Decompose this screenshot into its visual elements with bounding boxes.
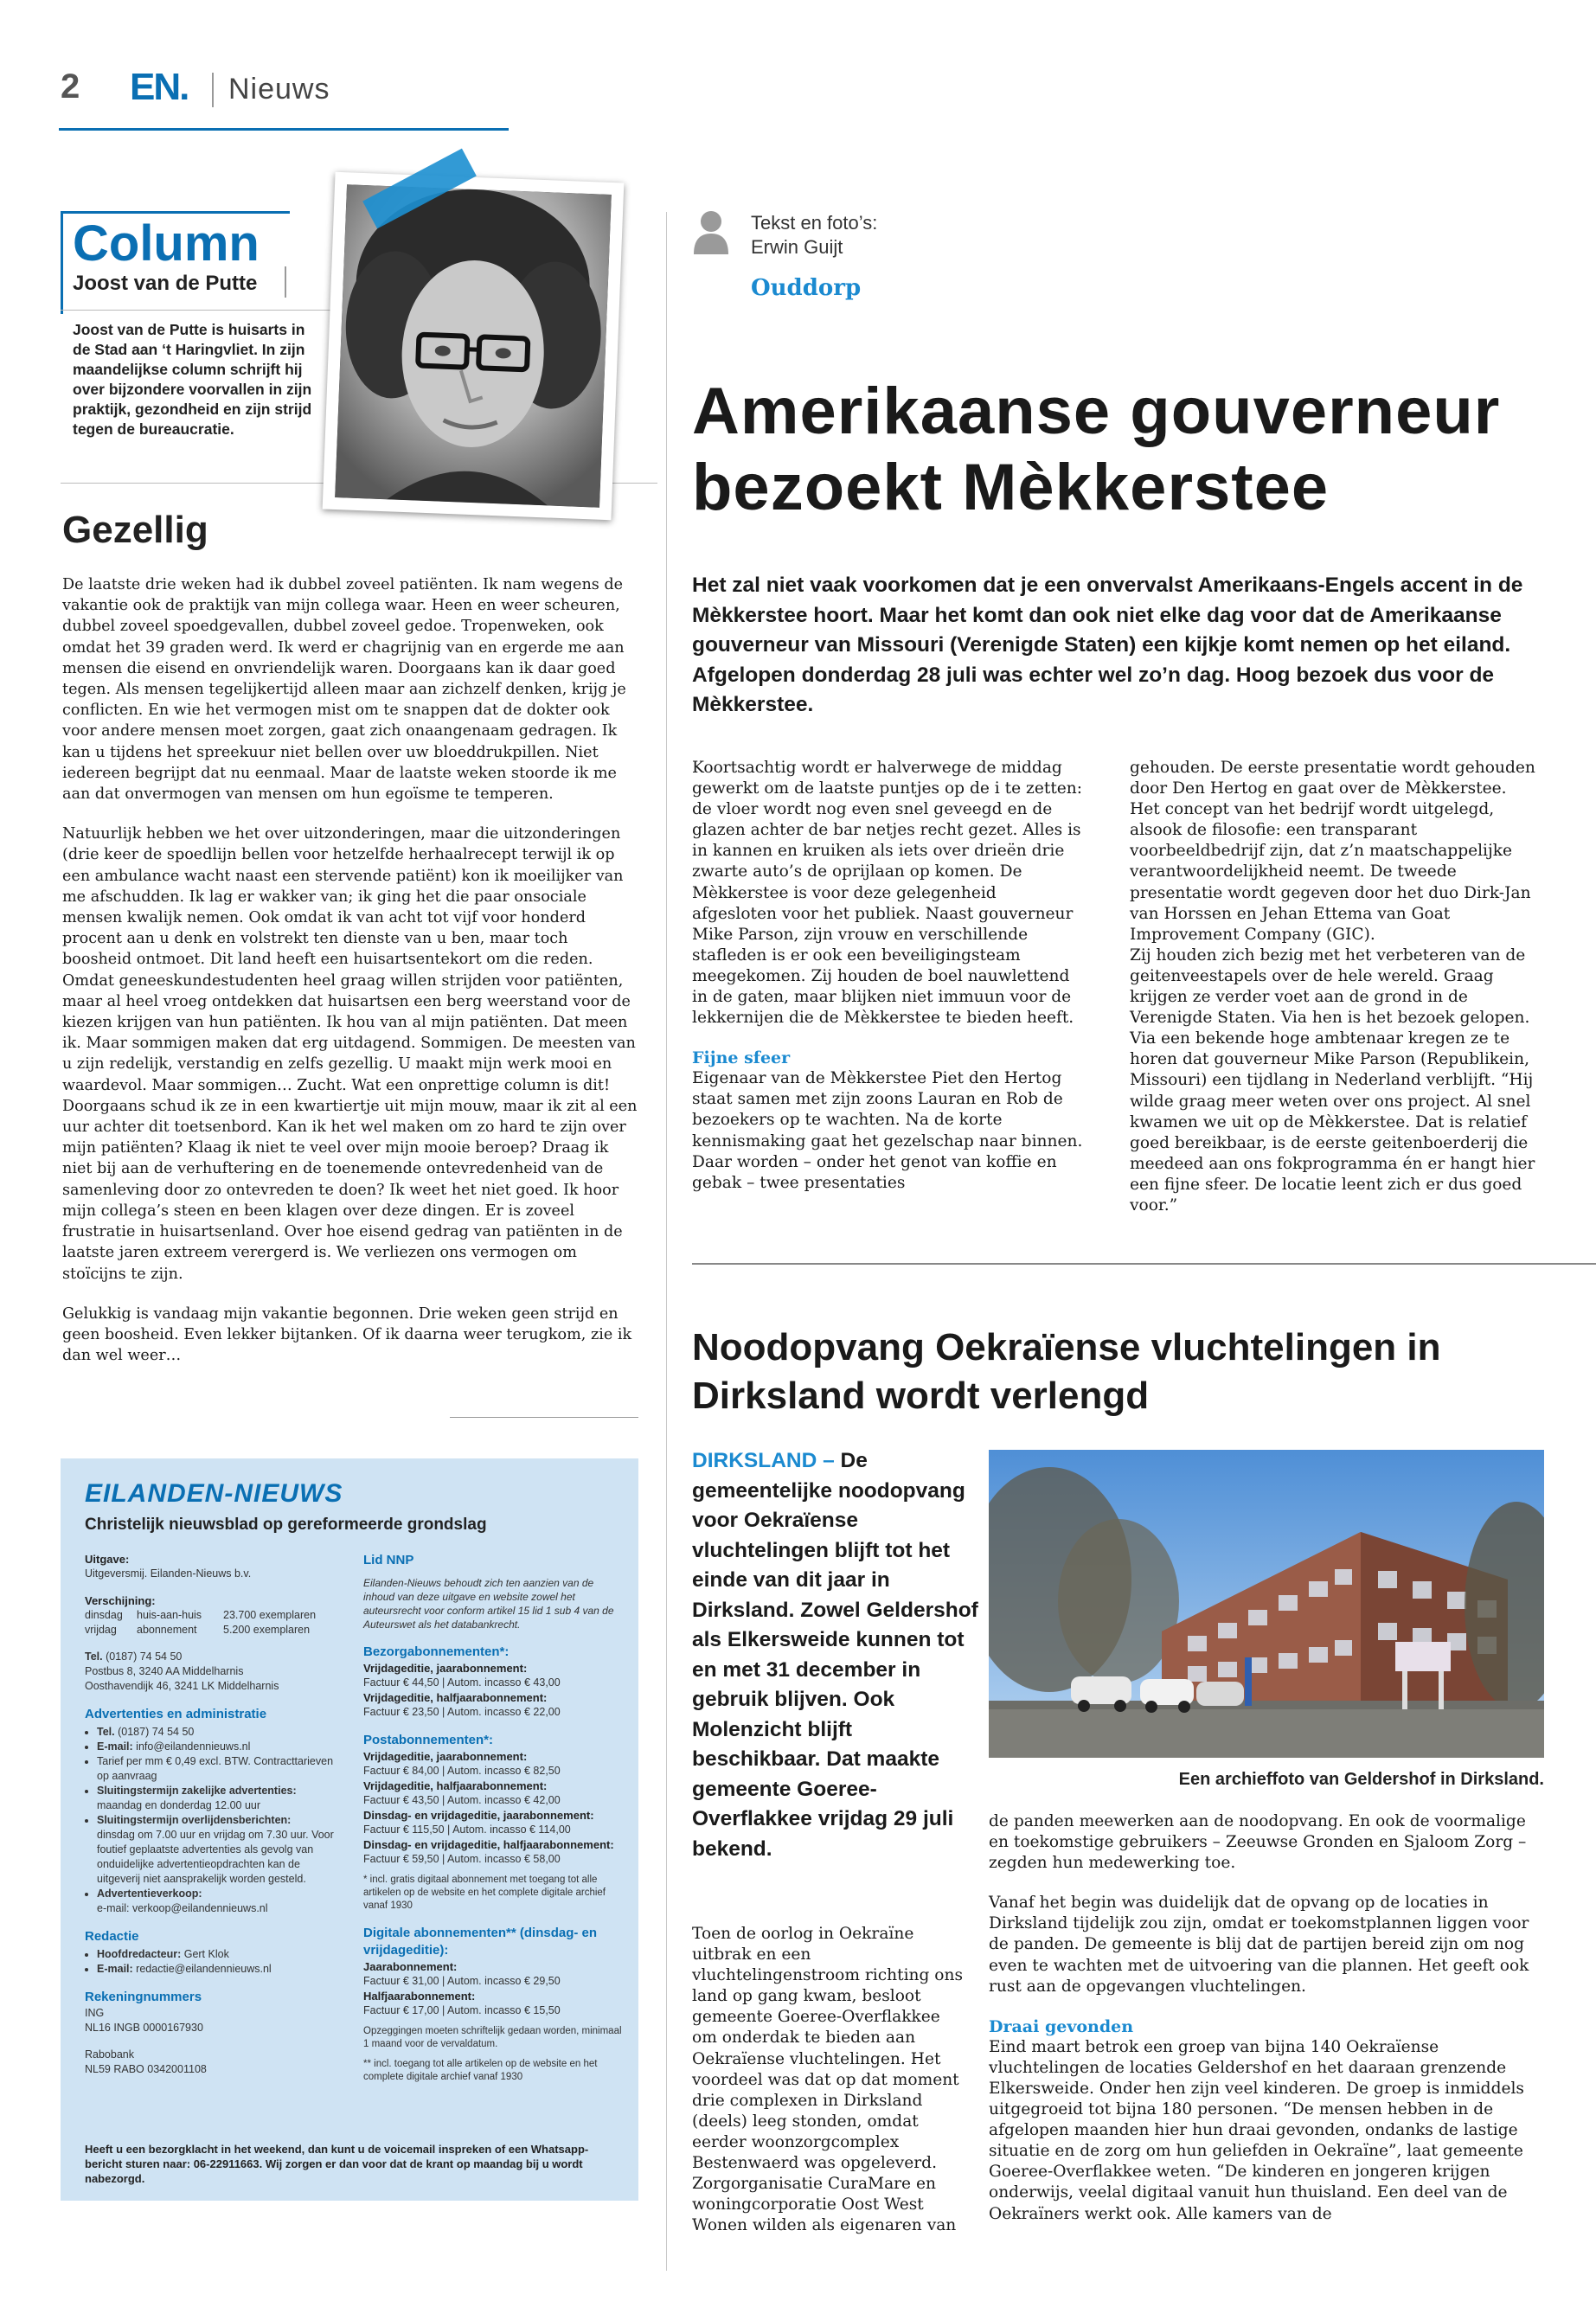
digital-note: ** incl. toegang tot alle artikelen op de website en het complete digitale archief vanaf 1930: [363, 2059, 598, 2082]
advertenties-item: [97, 1725, 344, 1740]
advertenties-item: [97, 1740, 344, 1754]
column-paragraph: Gelukkig is vandaag mijn vakantie begonnen. Drie weken geen strijd en geen boosheid. Even lekker bijtanken. Of ik daarna weer terugkom, zie ik dan wel weer…: [62, 1304, 632, 1365]
section-name: Nieuws: [228, 73, 330, 106]
uitgave-label: Uitgave:: [85, 1553, 130, 1566]
post-heading: Postabonnementen*:: [363, 1733, 494, 1747]
author-portrait-image: [335, 184, 612, 507]
article-paragraph: Vanaf het begin was duidelijk dat de opvang op de locaties in Dirksland tijdelijk zou zijn, omdat er toekomstplannen liggen voor de panden. De gemeente is blij dat de partijen bereid zijn om nog even te wachten met de uitvoering van die plannen. Het geeft ook rust aan de opgevangen vluchtelingen.: [989, 1894, 1529, 1996]
item-value: Factuur € 44,50 | Autom. incasso € 43,00: [363, 1676, 561, 1689]
column-author: Joost van de Putte: [73, 272, 258, 295]
item-label: Advertentieverkoop:: [97, 1888, 202, 1900]
rekening-line: NL59 RABO 0342001108: [85, 2063, 207, 2075]
column-intro: Joost van de Putte is huisarts in de Stad aan ‘t Haringvliet. In zijn maandelijkse column schrijft hij over bijzondere voorvallen in zijn praktijk, gezondheid en zijn strijd tegen de bureaucratie.: [73, 321, 312, 438]
phone-line: [85, 1650, 344, 1664]
item-value: dinsdag om 7.00 uur en vrijdag om 7.30 uur. Voor foutief geplaatste advertenties als gevolg van onduidelijke advertentieopdrachten kan de uitgeverij niet aansprakelijk worden gesteld.: [97, 1829, 334, 1885]
header-rule: [59, 128, 509, 131]
article-subhead: Draai gevonden: [989, 2016, 1134, 2036]
digital-item: [363, 1959, 623, 1989]
article-paragraph: gehouden. De eerste presentatie wordt gehouden door Den Hertog en gaat over de Mèkkerstee. Het concept van het bedrijf wordt uitgelegd, alsook de filosofie: een transparant voorbeeldbedrijf zijn, dat z’n maatschappelijke verantwoordelijkheid neemt. De tweede presentatie wordt gegeven door het duo Dirk-Jan van Horssen en Jehan Ettema van Goat Improvement Company (GIC).: [1130, 759, 1535, 944]
verschijning-row: [85, 1623, 344, 1638]
photo-caption: Een archieffoto van Geldershof in Dirksland.: [1178, 1770, 1544, 1789]
second-lead-text: De gemeentelijke noodopvang voor Oekraïense vluchtelingen blijft tot het einde van dit jaar in Dirksland. Zowel Geldershof als Elkersweide kunnen tot en met 31 december in gebruik blijven. Ook Molenzicht blijft beschikbaar. Dat maakte gemeente Goeree-Overflakkee vrijdag 29 juli bekend.: [692, 1449, 978, 1861]
item-value: info@eilandennieuws.nl: [136, 1740, 251, 1753]
verschijning-day: dinsdag: [85, 1609, 123, 1621]
column-paragraph: De laatste drie weken had ik dubbel zoveel patiënten. Ik nam wegens de vakantie ook de praktijk van mijn collega waar. Heen en weer scheuren, dubbel zoveel spoedgevallen, dubbel zoveel gedoe. Tropenweken, ook omdat het 39 graden werd. Ik werd er chagrijnig van en ergerde me aan mensen die eisend en onvriendelijk waren. Doorgaans kan ik daar goed tegen. Als mensen tegelijkertijd alleen maar aan zichzelf denken, krijg je conflicten. En wie het vermogen mist om te snappen dat de dokter ook voor andere mensen moet zorgen, gaat zich onaangenaam gedragen. Ik kan u tijdens het spreekuur niet bellen over uw bloeddrukpillen. Niet iedereen begrijpt dat nu eenmaal. Maar de laatste weken stoorde ik me aan dat onvermogen van mensen om hun egoïsme te temperen.: [62, 576, 626, 804]
post-item: [363, 1808, 623, 1837]
article-paragraph: Zij houden zich bezig met het verbeteren van de geitenveestapels over de hele wereld. Graag krijgen ze verder voet aan de grond in de Verenigde Staten. Via hen is het bezoek gelopen. Via een bekende hoge ambtenaar kregen ze te horen dat gouverneur Mike Parson (Republikein, Missouri) een tijdlang in Nederland verblijft. “Hij wilde graag meer weten over ons project. Al snel kwamen we uit op de Mèkkerstee. Dat is relatief goed bereikbaar, is de eerste geitenboerderij die meedeed aan ons fokprogramma én er hangt hier een fijne sfeer. De locatie leent zich er dus goed voor.”: [1130, 945, 1535, 1215]
colophon-right-column: [363, 1552, 623, 2084]
verschijning-label: Verschijning:: [85, 1594, 156, 1607]
item-value: Factuur € 17,00 | Autom. incasso € 15,50: [363, 2004, 561, 2016]
story-divider: [692, 1263, 1596, 1265]
redactie-heading: Redactie: [85, 1929, 139, 1944]
post-item: [363, 1749, 623, 1779]
item-value: redactie@eilandennieuws.nl: [136, 1963, 272, 1975]
colophon-tagline: Christelijk nieuwsblad op gereformeerde grondslag: [85, 1516, 487, 1534]
item-label: E-mail:: [97, 1740, 133, 1753]
main-headline: Amerikaanse gouverneur bezoekt Mèkkerstee: [692, 375, 1501, 524]
item-label: Sluitingstermijn zakelijke advertenties:: [97, 1785, 297, 1797]
colophon-logo: EILANDEN-NIEUWS: [85, 1479, 343, 1508]
bezorg-item: [363, 1690, 623, 1720]
item-label: Vrijdageditie, jaarabonnement:: [363, 1750, 528, 1763]
credit-name: Erwin Guijt: [751, 236, 843, 258]
verschijning-count: 5.200 exemplaren: [223, 1624, 311, 1636]
item-value: Factuur € 23,50 | Autom. incasso € 22,00: [363, 1706, 561, 1718]
uitgave-value: Uitgeversmij. Eilanden-Nieuws b.v.: [85, 1567, 252, 1580]
item-value: (0187) 74 54 50: [118, 1726, 195, 1738]
verschijning-day: vrijdag: [85, 1624, 117, 1636]
second-lead: [692, 1446, 986, 1864]
rekening-line: Rabobank: [85, 2048, 134, 2061]
item-label: E-mail:: [97, 1963, 133, 1975]
column-headline: Gezellig: [62, 509, 208, 551]
item-label: Tel.: [97, 1726, 115, 1738]
address-line: Oosthavendijk 46, 3241 LK Middelharnis: [85, 1680, 279, 1692]
advertenties-item: [97, 1784, 344, 1813]
post-item: [363, 1837, 623, 1867]
lid-text: Eilanden-Nieuws behoudt zich ten aanzien van de inhoud van deze uitgave en website zowel het auteursrecht voor conform artikel 15 lid 1 sub 4 van de Auteurswet als het databankrecht.: [363, 1577, 614, 1631]
item-label: Hoofdredacteur:: [97, 1948, 182, 1960]
digital-note: Opzeggingen moeten schriftelijk gedaan worden, minimaal 1 maand voor de vervaldatum.: [363, 2026, 622, 2049]
column-vertical-rule: [666, 212, 667, 2271]
second-headline: Noodopvang Oekraïense vluchtelingen in Dirksland wordt verlengd: [692, 1326, 1441, 1417]
header-divider: [212, 73, 214, 107]
item-label: Dinsdag- en vrijdageditie, jaarabonnement:: [363, 1809, 594, 1822]
redactie-item: [97, 1962, 344, 1977]
rekening-spacer: [85, 2035, 344, 2048]
item-label: Vrijdageditie, halfjaarabonnement:: [363, 1779, 548, 1792]
colophon-left-column: [85, 1552, 344, 2077]
item-label: Halfjaarabonnement:: [363, 1990, 476, 2003]
credit-label: Tekst en foto’s:: [751, 212, 878, 234]
author-avatar-icon: [692, 209, 730, 254]
redactie-item: [97, 1947, 344, 1962]
digital-item: [363, 1989, 623, 2018]
building-photo-illustration: [989, 1450, 1544, 1758]
second-article-column: [989, 1811, 1542, 2244]
rekening-line: ING: [85, 2007, 105, 2019]
item-value: maandag en donderdag 12.00 uur: [97, 1799, 261, 1811]
newspaper-logo: EN.: [130, 66, 189, 108]
advertenties-list: [85, 1725, 344, 1916]
item-value: Factuur € 84,00 | Autom. incasso € 82,50: [363, 1765, 561, 1777]
item-value: Factuur € 31,00 | Autom. incasso € 29,50: [363, 1975, 561, 1987]
article-paragraph: Toen de oorlog in Oekraïne uitbrak en een vluchtelingenstroom richting ons land op gang kwam, besloot gemeente Goeree-Overflakkee om onderdak te bieden aan Oekraïense vluchtelingen. Het voordeel was dat op dat moment drie complexen in Dirksland (deels) leeg stonden, omdat eerder woonzorgcomplex Bestenwaerd was opgeleverd. Zorgorganisatie CuraMare en woningcorporatie Oost West Wonen wilden als eigenaren van: [692, 1925, 964, 2235]
verschijning-type: huis-aan-huis: [137, 1609, 202, 1621]
item-value: Factuur € 43,50 | Autom. incasso € 42,00: [363, 1794, 561, 1806]
main-article-column: [1130, 758, 1536, 1216]
verschijning-row: [85, 1608, 344, 1623]
lid-heading: Lid NNP: [363, 1553, 414, 1567]
advertenties-item: [97, 1754, 344, 1784]
page-number: 2: [61, 67, 80, 106]
item-value: e-mail: verkoop@eilandennieuws.nl: [97, 1902, 268, 1914]
verschijning-type: abonnement: [137, 1624, 197, 1636]
article-subhead: Fijne sfeer: [692, 1048, 791, 1068]
verschijning-count: 23.700 exemplaren: [223, 1609, 317, 1621]
post-item: [363, 1779, 623, 1808]
colophon-box: [61, 1458, 638, 2201]
advertenties-item: [97, 1887, 344, 1916]
post-note: * incl. gratis digitaal abonnement met toegang tot alle artikelen op de website en het complete digitale archief vanaf 1930: [363, 1875, 606, 1911]
location-kicker: Ouddorp: [751, 275, 862, 301]
item-value: Factuur € 59,50 | Autom. incasso € 58,00: [363, 1853, 561, 1865]
article-paragraph: Eigenaar van de Mèkkerstee Piet den Hertog staat samen met zijn zoons Lauran en Rob de bezoekers op te wachten. Na de korte kennismaking gaat het gezelschap naar binnen. Daar worden – onder het genot van koffie en gebak – twee presentaties: [692, 1069, 1083, 1192]
phone-label: Tel.: [85, 1650, 103, 1663]
article-paragraph: de panden meewerken aan de noodopvang. En ook de voormalige en toekomstige gebruikers – Zeeuwse Gronden en Sjaloom Zorg – zegden hun medewerking toe.: [989, 1812, 1527, 1873]
advertenties-heading: Advertenties en administratie: [85, 1707, 267, 1721]
item-label: Jaarabonnement:: [363, 1960, 458, 1973]
item-label: Vrijdageditie, halfjaarabonnement:: [363, 1691, 548, 1704]
rekening-heading: Rekeningnummers: [85, 1990, 202, 2004]
redactie-list: [85, 1947, 344, 1977]
second-lead-kicker: DIRKSLAND –: [692, 1449, 835, 1472]
phone-value: (0187) 74 54 50: [106, 1650, 183, 1663]
column-separator: [61, 310, 346, 311]
column-paragraph: Natuurlijk hebben we het over uitzonderingen, maar die uitzonderingen (drie keer de spoedlijn bellen voor hetzelfde herhaalrecept terwijl ik op een ambulance wacht naast een stervende patiënt) kon ik moeilijker van me afschudden. Ik lag er wakker van; ik ging het die paar onsociale mensen kwalijk nemen. Ook omdat ik van acht tot vijf voor honderd procent aan u denk en volstrekt ten dienste van u ben, maar toch boosheid ontmoet. Dit land heeft een huisartsentekort om die reden. Omdat geneeskundestudenten heel graag willen strijden voor patiënten, maar al heel vroeg ontdekken dat huisartsen een berg weerstand voor de kiezen krijgen van hun patiënten. Ik hou van al mijn patiënten. Dat meen ik. Maar sommigen maken dat erg uitdagend. Sommigen. De meesten van u zijn redelijk, verstandig en zelfs gezellig. U maakt mijn werk mooi en waardevol. Maar sommigen… Zucht. Wat een onprettige column is dit! Doorgaans schud ik ze in een kwartiertje uit mijn mouw, maar ik zit al een uur achter dit toetsenbord. Kan ik het wel maken om zo hard te zijn over mijn patiënten? Klaag ik niet te veel over mijn mooie beroep? Draag ik niet bij aan de verhuftering en de toenemende ontevredenheid van de samenleving door zo ontevreden te doen? Ik weet het niet goed. Ik hoor mijn collega’s steen en been klagen over deze dingen. Er is zoveel frustratie in huisartsenland. Over hoe eisend gedrag van patiënten in de laatste jaren extreem verergerd is. We verliezen ons vermogen om stoïcijns te zijn.: [62, 825, 638, 1283]
main-article-column: [692, 758, 1086, 1194]
item-label: Dinsdag- en vrijdageditie, halfjaarabonnement:: [363, 1838, 614, 1851]
column-body: [62, 574, 638, 1385]
advertenties-item: [97, 1813, 344, 1887]
geldershof-photo: [989, 1450, 1544, 1758]
author-portrait: [323, 172, 625, 521]
item-label: Vrijdageditie, jaarabonnement:: [363, 1662, 528, 1675]
bezorg-heading: Bezorgabonnementen*:: [363, 1644, 510, 1659]
article-paragraph: Eind maart betrok een groep van bijna 140 Oekraïense vluchtelingen de locaties Geldershof en het daaraan grenzende Elkersweide. Onder hen zijn veel kinderen. De groep is inmiddels uitgegroeid tot bijna 180 personen. “De mensen hebben in de afgelopen maanden hier hun draai gevonden, ondanks de lastige situatie en de zorg om hun geliefden in Oekraïne”, laat gemeente Goeree-Overflakkee weten. “De kinderen en jongeren krijgen onderwijs, veelal digitaal vanuit hun thuisland. Een deel van de Oekraïners werkt ook. Alle kamers van de: [989, 2037, 1524, 2223]
column-end-rule: [450, 1417, 638, 1418]
column-label: Column: [73, 215, 260, 272]
portrait-illustration: [335, 184, 612, 507]
photo-credit: [751, 211, 877, 260]
item-value: Tarief per mm € 0,49 excl. BTW. Contracttarieven op aanvraag: [97, 1755, 334, 1782]
colophon-footer: Heeft u een bezorgklacht in het weekend, dan kunt u de voicemail inspreken of een Whatsapp-bericht sturen naar: 06-22911663. Wij zorgen er dan voor dat de krant op maandag bij u wordt nabezorgd.: [85, 2143, 589, 2185]
article-paragraph: Koortsachtig wordt er halverwege de middag gewerkt om de laatste puntjes op de i te zetten: de vloer wordt nog even snel geveegd en de glazen achter de bar netjes recht gezet. Alles is in kannen en kruiken als iets over drieën drie zwarte auto’s de oprijlaan op komen. De Mèkkerstee is voor deze gelegenheid afgesloten voor het publiek. Naast gouverneur Mike Parson, zijn vrouw en verschillende stafleden is er ook een beveiligingsteam meegekomen. Zij houden de boel nauwlettend in de gaten, maar blijken niet immuun voor de lekkernijen die de Mèkkerstee te bieden heeft.: [692, 759, 1083, 1028]
column-label-divider: [285, 266, 286, 298]
item-label: Sluitingstermijn overlijdensberichten:: [97, 1814, 292, 1826]
rekening-line: NL16 INGB 0000167930: [85, 2022, 203, 2034]
second-article-column: [692, 1924, 969, 2255]
address-line: Postbus 8, 3240 AA Middelharnis: [85, 1665, 244, 1677]
item-value: Gert Klok: [183, 1948, 229, 1960]
main-lead: Het zal niet vaak voorkomen dat je een onvervalst Amerikaans-Engels accent in de Mèkkerstee hoort. Maar het komt dan ook niet elke dag voor dat de Amerikaanse gouverneur van Missouri (Verenigde Staten) een kijkje komt nemen op het eiland. Afgelopen donderdag 28 juli was echter wel zo’n dag. Hoog bezoek dus voor de Mèkkerstee.: [692, 574, 1523, 716]
item-value: Factuur € 115,50 | Autom. incasso € 114,00: [363, 1823, 571, 1836]
digital-heading: Digitale abonnementen** (dinsdag- en vrijdageditie):: [363, 1926, 598, 1958]
bezorg-item: [363, 1661, 623, 1690]
